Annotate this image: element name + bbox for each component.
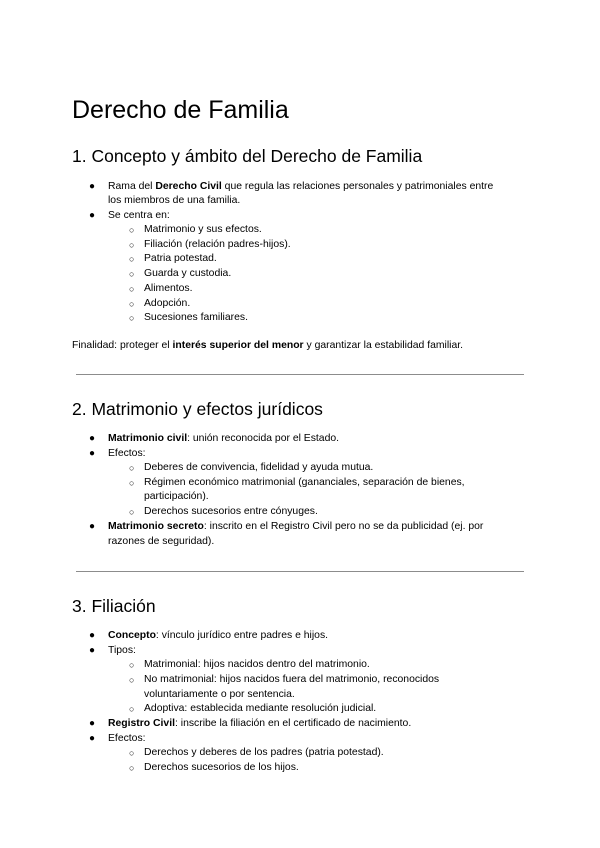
section-divider [76,571,524,572]
circle-bullet-icon: ○ [129,675,135,685]
circle-bullet-icon: ○ [129,763,135,773]
list-item-continuation: razones de seguridad). [108,536,215,547]
bullet-icon: ● [89,733,96,744]
circle-bullet-icon: ○ [129,225,135,235]
list-item: Se centra en: [108,210,170,221]
sub-list-item-continuation: participación). [144,491,209,502]
sub-list-item: Filiación (relación padres-hijos). [144,239,291,250]
section-divider [76,374,524,375]
bullet-icon: ● [89,718,96,729]
bullet-icon: ● [89,210,96,221]
list-item-continuation: los miembros de una familia. [108,195,241,206]
circle-bullet-icon: ○ [129,507,135,517]
circle-bullet-icon: ○ [129,660,135,670]
bullet-icon: ● [89,645,96,656]
sub-list-item: Adoptiva: establecida mediante resolución judicial. [144,703,377,714]
circle-bullet-icon: ○ [129,299,135,309]
sub-list-item: Derechos sucesorios de los hijos. [144,762,299,773]
sub-list-item: Régimen económico matrimonial (gananciales, separación de bienes, [144,477,465,488]
sub-list-item: Alimentos. [144,283,193,294]
section-3-heading: 3. Filiación [72,596,156,616]
bullet-icon: ● [89,521,96,532]
circle-bullet-icon: ○ [129,748,135,758]
list-item: Registro Civil: inscribe la filiación en el certificado de nacimiento. [108,718,412,729]
circle-bullet-icon: ○ [129,313,135,323]
circle-bullet-icon: ○ [129,240,135,250]
sub-list-item: Matrimonial: hijos nacidos dentro del matrimonio. [144,659,370,670]
list-item: Rama del Derecho Civil que regula las relaciones personales y patrimoniales entre [108,181,494,192]
bullet-icon: ● [89,448,96,459]
sub-list-item: No matrimonial: hijos nacidos fuera del matrimonio, reconocidos [144,674,440,685]
circle-bullet-icon: ○ [129,254,135,264]
sub-list-item: Deberes de convivencia, fidelidad y ayuda mutua. [144,462,374,473]
sub-list-item: Derechos sucesorios entre cónyuges. [144,506,318,517]
list-item: Matrimonio secreto: inscrito en el Registro Civil pero no se da publicidad (ej. por [108,521,484,532]
circle-bullet-icon: ○ [129,284,135,294]
sub-list-item: Sucesiones familiares. [144,312,248,323]
sub-list-item: Matrimonio y sus efectos. [144,224,262,235]
sub-list-item-continuation: voluntariamente o por sentencia. [144,689,295,700]
section-2-heading: 2. Matrimonio y efectos jurídicos [72,399,323,419]
sub-list-item: Patria potestad. [144,253,217,264]
sub-list-item: Derechos y deberes de los padres (patria potestad). [144,747,384,758]
circle-bullet-icon: ○ [129,478,135,488]
circle-bullet-icon: ○ [129,463,135,473]
list-item: Efectos: [108,733,146,744]
section-1-heading: 1. Concepto y ámbito del Derecho de Familia [72,146,423,166]
bullet-icon: ● [89,630,96,641]
bullet-icon: ● [89,181,96,192]
document-title: Derecho de Familia [72,96,289,124]
finalidad-paragraph: Finalidad: proteger el interés superior del menor y garantizar la estabilidad familiar. [72,340,463,351]
list-item: Concepto: vínculo jurídico entre padres e hijos. [108,630,329,641]
list-item: Matrimonio civil: unión reconocida por el Estado. [108,433,340,444]
list-item: Tipos: [108,645,136,656]
circle-bullet-icon: ○ [129,269,135,279]
sub-list-item: Guarda y custodia. [144,268,232,279]
list-item: Efectos: [108,448,146,459]
circle-bullet-icon: ○ [129,704,135,714]
bullet-icon: ● [89,433,96,444]
sub-list-item: Adopción. [144,298,191,309]
